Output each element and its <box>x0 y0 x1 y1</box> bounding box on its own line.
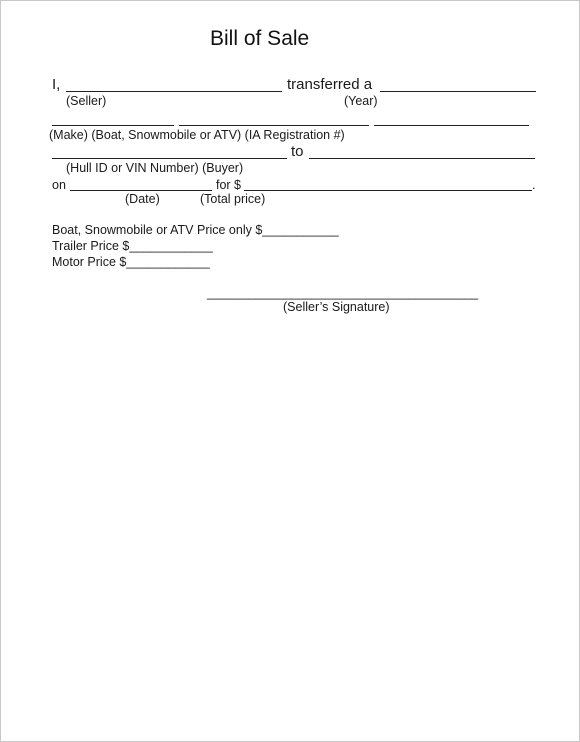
sentence-period: . <box>532 178 536 192</box>
buyer-blank[interactable] <box>309 158 535 159</box>
total-price-caption: (Total price) <box>200 192 266 206</box>
seller-caption: (Seller) <box>66 94 107 108</box>
year-caption: (Year) <box>344 94 378 108</box>
for-dollar-text: for $ <box>216 178 242 192</box>
registration-blank[interactable] <box>374 125 529 126</box>
motor-price-line[interactable]: Motor Price $____________ <box>52 255 210 269</box>
signature-caption: (Seller’s Signature) <box>283 300 390 314</box>
signature-line[interactable]: _______________________________________ <box>207 286 479 300</box>
hull-id-blank[interactable] <box>52 158 287 159</box>
date-blank[interactable] <box>70 190 212 191</box>
transferred-text: transferred a <box>287 76 373 93</box>
make-type-registration-caption: (Make) (Boat, Snowmobile or ATV) (IA Registration #) <box>49 128 345 142</box>
trailer-price-line[interactable]: Trailer Price $____________ <box>52 239 213 253</box>
seller-prefix: I, <box>52 76 61 93</box>
seller-name-blank[interactable] <box>66 91 282 92</box>
to-text: to <box>291 143 304 160</box>
vehicle-price-line[interactable]: Boat, Snowmobile or ATV Price only $___________ <box>52 223 339 237</box>
hull-buyer-caption: (Hull ID or VIN Number) (Buyer) <box>66 161 244 175</box>
total-price-blank[interactable] <box>244 190 532 191</box>
document-title: Bill of Sale <box>210 27 310 50</box>
make-blank[interactable] <box>52 125 174 126</box>
on-text: on <box>52 178 66 192</box>
year-blank[interactable] <box>380 91 536 92</box>
vehicle-type-blank[interactable] <box>179 125 369 126</box>
date-caption: (Date) <box>125 192 160 206</box>
